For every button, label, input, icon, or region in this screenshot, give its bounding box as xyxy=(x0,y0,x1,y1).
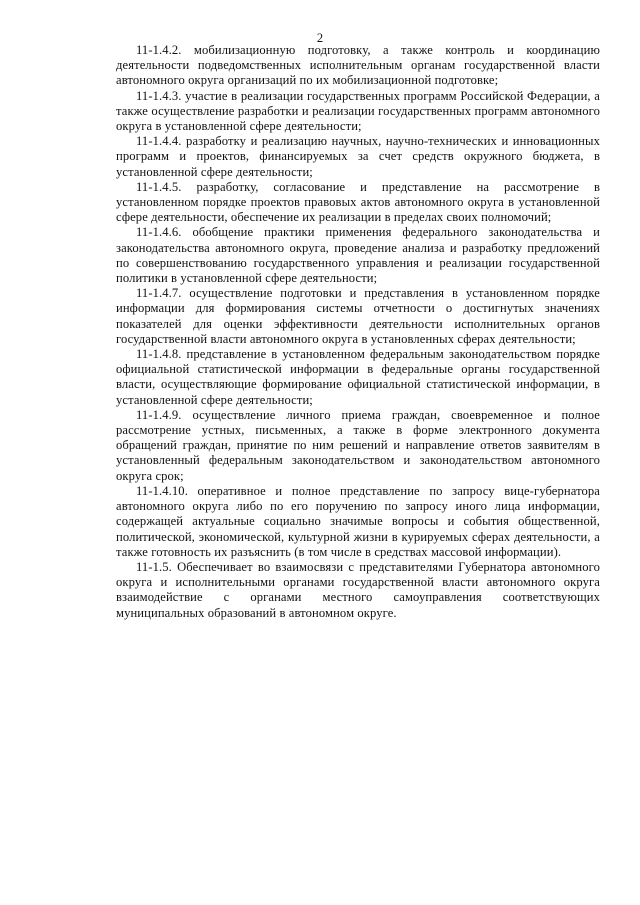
paragraph-11-1-5: 11-1.5. Обеспечивает во взаимосвязи с представителями Губернатора автономного округа и исполнительными органами государственной власти автономного округа взаимодействие с органами местного самоуправления соответствующих муниципальных образований в автономном округе. xyxy=(116,559,600,620)
document-body xyxy=(116,43,600,621)
paragraph-11-1-4-5: 11-1.4.5. разработку, согласование и представление на рассмотрение в установленном порядке проектов правовых актов автономного округа в установленной сфере деятельности, обеспечение их реализации в пределах своих полномочий; xyxy=(116,179,600,225)
paragraph-11-1-4-2: 11-1.4.2. мобилизационную подготовку, а также контроль и координацию деятельности подведомственных исполнительным органам государственной власти автономного округа организаций по их мобилизационной подготовке; xyxy=(116,43,600,88)
paragraph-11-1-4-4: 11-1.4.4. разработку и реализацию научных, научно-технических и инновационных программ и проектов, финансируемых за счет средств окружного бюджета, в установленной сфере деятельности; xyxy=(116,134,600,179)
paragraph-11-1-4-10: 11-1.4.10. оперативное и полное представление по запросу вице-губернатора автономного округа либо по его поручению по запросу иного лица информации, содержащей актуальные социально значимые вопросы и события общественной, политической, экономической, культурной жизни в курируемых сферах деятельности, а также готовность их разъяснить (в том числе в средствах массовой информации). xyxy=(116,483,600,559)
paragraph-11-1-4-3: 11-1.4.3. участие в реализации государственных программ Российской Федерации, а также осуществление разработки и реализации государственных программ автономного округа в установленной сфере деятельности; xyxy=(116,88,600,134)
paragraph-11-1-4-6: 11-1.4.6. обобщение практики применения федерального законодательства и законодательства автономного округа, проведение анализа и разработку предложений по совершенствованию государственного управления и реализации государственной политики в установленной сфере деятельности; xyxy=(116,225,600,286)
paragraph-11-1-4-7: 11-1.4.7. осуществление подготовки и представления в установленном порядке информации для формирования системы отчетности о достигнутых значениях показателей для оценки эффективности деятельности исполнительных органов государственной власти автономного округа в установленных сферах деятельности; xyxy=(116,286,600,346)
paragraph-11-1-4-8: 11-1.4.8. представление в установленном федеральным законодательством порядке официальной статистической информации в федеральные органы государственной власти, осуществляющие формирование официальной статистической информации, в установленной сфере деятельности; xyxy=(116,347,600,407)
page-number: 2 xyxy=(316,31,324,45)
paragraph-11-1-4-9: 11-1.4.9. осуществление личного приема граждан, своевременное и полное рассмотрение устных, письменных, а также в форме электронного документа обращений граждан, принятие по ним решений и направление ответов заявителям в установленный федеральным законодательством и законодательством автономного округа срок; xyxy=(116,407,600,483)
